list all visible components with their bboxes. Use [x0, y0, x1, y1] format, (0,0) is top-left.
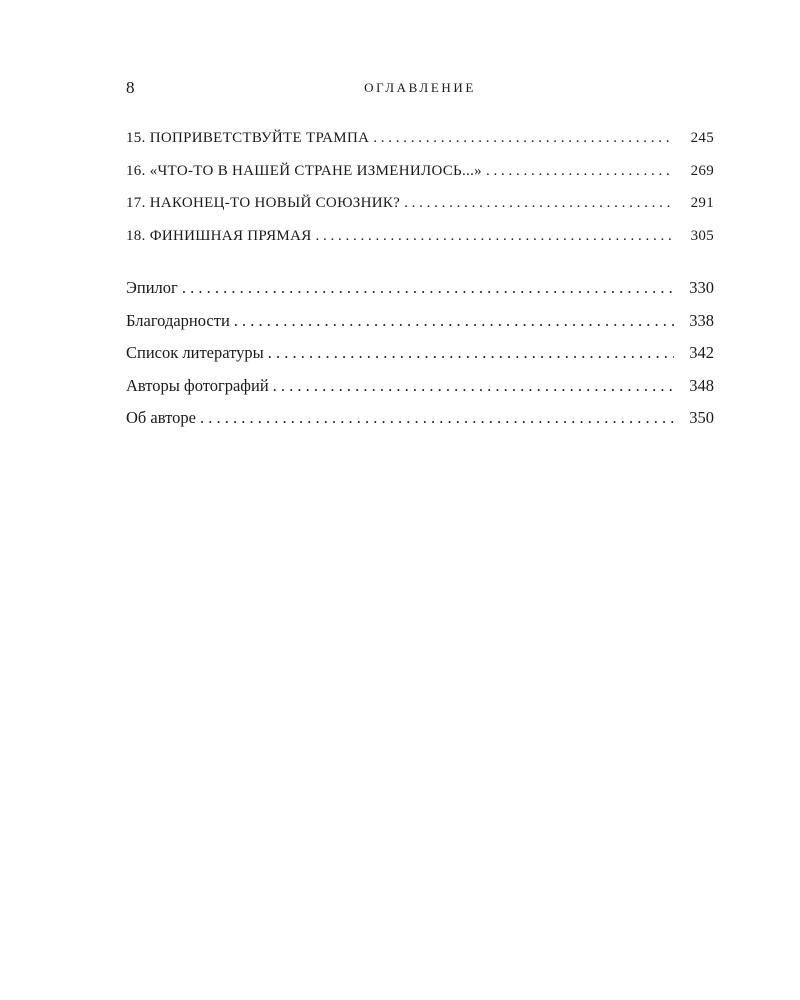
toc-leader-dots [404, 192, 674, 214]
toc-leader-dots [200, 407, 674, 429]
toc-entry [126, 342, 714, 375]
toc-entry [126, 277, 714, 310]
page-number: 8 [126, 78, 135, 97]
toc-leader-dots [316, 225, 674, 247]
toc-entry [126, 375, 714, 408]
toc-leader-dots [273, 375, 674, 397]
toc-entry-page: 348 [689, 375, 714, 395]
toc-entry [126, 192, 714, 225]
toc-leader-dots [268, 342, 674, 364]
toc-entry-title: 17. НАКОНЕЦ-ТО НОВЫЙ СОЮЗНИК? [126, 195, 401, 211]
toc-entry-page: 291 [690, 195, 714, 211]
toc-entry-page: 338 [689, 310, 714, 330]
running-head [126, 78, 714, 100]
toc-entry-page: 245 [690, 130, 714, 146]
toc-entry-page: 350 [689, 408, 714, 427]
toc-entry [126, 310, 714, 343]
toc-entry-title: Благодарности [126, 310, 230, 330]
toc-entry-title: 18. ФИНИШНАЯ ПРЯМАЯ [126, 227, 312, 244]
toc-entry [126, 407, 714, 440]
toc-chapters [126, 127, 714, 257]
toc-leader-dots [182, 277, 674, 299]
toc-entry [126, 160, 714, 193]
toc-entry-page: 269 [690, 162, 714, 179]
toc-entry [126, 225, 714, 258]
toc-entry-title: Авторы фотографий [126, 375, 269, 395]
toc-entry-page: 342 [689, 343, 714, 362]
running-title: ОГЛАВЛЕНИЕ [364, 80, 476, 95]
toc-back-matter [126, 277, 714, 440]
toc-entry-title: 15. ПОПРИВЕТСТВУЙТЕ ТРАМПА [126, 130, 370, 146]
toc-entry-title: Об авторе [126, 408, 196, 427]
toc-entry [126, 127, 714, 160]
toc-entry-title: Эпилог [126, 278, 178, 297]
toc-entry-title: 16. «ЧТО-ТО В НАШЕЙ СТРАНЕ ИЗМЕНИЛОСЬ...» [126, 162, 482, 179]
toc-entry-page: 330 [689, 278, 714, 297]
toc-leader-dots [234, 310, 674, 332]
toc-entry-title: Список литературы [126, 343, 264, 362]
toc-leader-dots [373, 127, 674, 149]
toc-leader-dots [486, 160, 674, 182]
toc-entry-page: 305 [690, 227, 714, 244]
